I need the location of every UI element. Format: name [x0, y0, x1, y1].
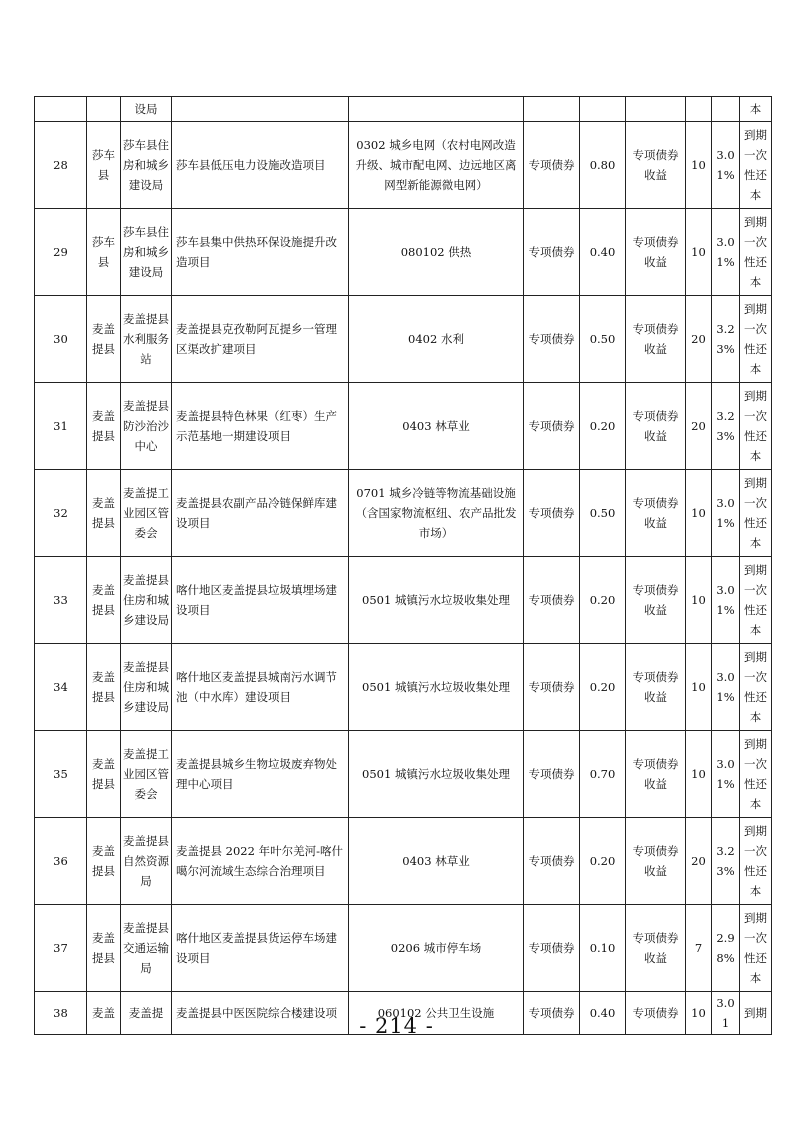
cell-rate: 3.01%	[712, 731, 740, 818]
cell-bond-type: 专项债券	[524, 644, 580, 731]
cell-category: 0206 城市停车场	[349, 905, 524, 992]
cell-repay-source: 专项债券收益	[626, 731, 686, 818]
cell-rate: 3.23%	[712, 383, 740, 470]
cell-no: 30	[35, 296, 87, 383]
table-row	[35, 209, 772, 296]
cell-rate: 3.23%	[712, 818, 740, 905]
cell-repay-method: 到期一次性还本	[740, 296, 772, 383]
cell-region: 麦盖提县	[87, 296, 121, 383]
cell-bond-type: 专项债券	[524, 905, 580, 992]
table-row	[35, 383, 772, 470]
cell-no: 32	[35, 470, 87, 557]
cell-years: 10	[686, 122, 712, 209]
cell-no: 38	[35, 992, 87, 1035]
cell-region	[87, 97, 121, 122]
cell-category: 0501 城镇污水垃圾收集处理	[349, 644, 524, 731]
table-row	[35, 905, 772, 992]
cell-amount: 0.10	[580, 905, 626, 992]
cell-category: 0701 城乡冷链等物流基础设施（含国家物流枢纽、农产品批发市场）	[349, 470, 524, 557]
cell-bond-type: 专项债券	[524, 992, 580, 1035]
cell-repay-method: 到期一次性还本	[740, 731, 772, 818]
cell-bond-type: 专项债券	[524, 731, 580, 818]
cell-unit: 麦盖提工业园区管委会	[121, 731, 172, 818]
cell-years: 10	[686, 731, 712, 818]
cell-rate: 3.01%	[712, 122, 740, 209]
cell-no: 28	[35, 122, 87, 209]
table-row	[35, 644, 772, 731]
cell-project: 喀什地区麦盖提县货运停车场建设项目	[172, 905, 349, 992]
cell-project: 麦盖提县 2022 年叶尔羌河-喀什噶尔河流域生态综合治理项目	[172, 818, 349, 905]
cell-amount: 0.20	[580, 644, 626, 731]
cell-unit: 麦盖提县住房和城乡建设局	[121, 644, 172, 731]
cell-years: 20	[686, 818, 712, 905]
cell-unit: 麦盖提县防沙治沙中心	[121, 383, 172, 470]
cell-project: 喀什地区麦盖提县城南污水调节池（中水库）建设项目	[172, 644, 349, 731]
cell-rate: 3.23%	[712, 296, 740, 383]
cell-category: 0501 城镇污水垃圾收集处理	[349, 557, 524, 644]
cell-category: 0501 城镇污水垃圾收集处理	[349, 731, 524, 818]
cell-years: 10	[686, 992, 712, 1035]
cell-category: 0403 林草业	[349, 818, 524, 905]
cell-region: 麦盖提县	[87, 470, 121, 557]
cell-amount: 0.20	[580, 557, 626, 644]
cell-rate	[712, 97, 740, 122]
cell-no: 37	[35, 905, 87, 992]
cell-repay-method: 到期一次性还本	[740, 644, 772, 731]
cell-project: 麦盖提县农副产品冷链保鲜库建设项目	[172, 470, 349, 557]
cell-bond-type: 专项债券	[524, 818, 580, 905]
cell-bond-type: 专项债券	[524, 383, 580, 470]
cell-category: 0302 城乡电网（农村电网改造升级、城市配电网、边远地区离网型新能源微电网）	[349, 122, 524, 209]
cell-years	[686, 97, 712, 122]
cell-region: 麦盖提县	[87, 383, 121, 470]
cell-region: 麦盖提县	[87, 731, 121, 818]
cell-amount: 0.20	[580, 818, 626, 905]
cell-no	[35, 97, 87, 122]
cell-amount: 0.50	[580, 296, 626, 383]
cell-repay-method: 到期一次性还本	[740, 557, 772, 644]
cell-repay-source: 专项债券收益	[626, 122, 686, 209]
cell-years: 10	[686, 470, 712, 557]
cell-repay-method: 到期一次性还本	[740, 122, 772, 209]
cell-unit: 麦盖提县交通运输局	[121, 905, 172, 992]
cell-project: 莎车县低压电力设施改造项目	[172, 122, 349, 209]
cell-category: 0403 林草业	[349, 383, 524, 470]
cell-rate: 3.01%	[712, 209, 740, 296]
cell-project: 麦盖提县克孜勒阿瓦提乡一管理区渠改扩建项目	[172, 296, 349, 383]
cell-amount	[580, 97, 626, 122]
cell-repay-source: 专项债券	[626, 992, 686, 1035]
cell-repay-method: 到期一次性还本	[740, 383, 772, 470]
cell-amount: 0.50	[580, 470, 626, 557]
cell-years: 20	[686, 383, 712, 470]
cell-years: 10	[686, 644, 712, 731]
cell-unit: 设局	[121, 97, 172, 122]
cell-category: 080102 供热	[349, 209, 524, 296]
cell-no: 29	[35, 209, 87, 296]
cell-amount: 0.80	[580, 122, 626, 209]
cell-rate: 3.01%	[712, 470, 740, 557]
table-row	[35, 557, 772, 644]
cell-region: 麦盖提县	[87, 818, 121, 905]
cell-rate: 2.98%	[712, 905, 740, 992]
cell-repay-source: 专项债券收益	[626, 383, 686, 470]
cell-category	[349, 97, 524, 122]
cell-years: 10	[686, 557, 712, 644]
cell-region: 麦盖提县	[87, 644, 121, 731]
cell-unit: 莎车县住房和城乡建设局	[121, 209, 172, 296]
table-row	[35, 122, 772, 209]
cell-repay-method: 本	[740, 97, 772, 122]
cell-region: 莎车县	[87, 209, 121, 296]
table-row	[35, 731, 772, 818]
cell-unit: 麦盖提工业园区管委会	[121, 470, 172, 557]
bond-project-table	[34, 96, 772, 1035]
cell-no: 33	[35, 557, 87, 644]
cell-repay-source: 专项债券收益	[626, 818, 686, 905]
cell-repay-source: 专项债券收益	[626, 209, 686, 296]
cell-bond-type: 专项债券	[524, 557, 580, 644]
cell-category: 060102 公共卫生设施	[349, 992, 524, 1035]
cell-project: 莎车县集中供热环保设施提升改造项目	[172, 209, 349, 296]
cell-unit: 麦盖提县住房和城乡建设局	[121, 557, 172, 644]
table-row	[35, 470, 772, 557]
cell-no: 34	[35, 644, 87, 731]
cell-unit: 麦盖提县水利服务站	[121, 296, 172, 383]
cell-repay-method: 到期一次性还本	[740, 818, 772, 905]
page-number: - 214 -	[359, 1014, 434, 1038]
cell-category: 0402 水利	[349, 296, 524, 383]
cell-years: 10	[686, 209, 712, 296]
cell-unit: 莎车县住房和城乡建设局	[121, 122, 172, 209]
cell-amount: 0.70	[580, 731, 626, 818]
cell-repay-source: 专项债券收益	[626, 470, 686, 557]
cell-repay-source: 专项债券收益	[626, 644, 686, 731]
cell-years: 7	[686, 905, 712, 992]
cell-bond-type	[524, 97, 580, 122]
cell-unit: 麦盖提县自然资源局	[121, 818, 172, 905]
cell-rate: 3.01	[712, 992, 740, 1035]
cell-repay-method: 到期一次性还本	[740, 470, 772, 557]
cell-project: 喀什地区麦盖提县垃圾填埋场建设项目	[172, 557, 349, 644]
cell-no: 36	[35, 818, 87, 905]
cell-bond-type: 专项债券	[524, 470, 580, 557]
cell-bond-type: 专项债券	[524, 296, 580, 383]
cell-bond-type: 专项债券	[524, 209, 580, 296]
cell-repay-source	[626, 97, 686, 122]
cell-region: 麦盖提县	[87, 557, 121, 644]
cell-project: 麦盖提县城乡生物垃圾废弃物处理中心项目	[172, 731, 349, 818]
cell-region: 麦盖提县	[87, 905, 121, 992]
cell-repay-method: 到期	[740, 992, 772, 1035]
cell-repay-source: 专项债券收益	[626, 557, 686, 644]
cell-region: 麦盖	[87, 992, 121, 1035]
cell-repay-method: 到期一次性还本	[740, 905, 772, 992]
cell-rate: 3.01%	[712, 644, 740, 731]
cell-bond-type: 专项债券	[524, 122, 580, 209]
table-row	[35, 296, 772, 383]
cell-region: 莎车县	[87, 122, 121, 209]
cell-project	[172, 97, 349, 122]
cell-no: 35	[35, 731, 87, 818]
cell-no: 31	[35, 383, 87, 470]
table-row-continued	[35, 97, 772, 122]
cell-repay-source: 专项债券收益	[626, 296, 686, 383]
table-row	[35, 818, 772, 905]
table-body	[35, 97, 772, 1035]
cell-rate: 3.01%	[712, 557, 740, 644]
cell-project: 麦盖提县中医医院综合楼建设项	[172, 992, 349, 1035]
cell-unit: 麦盖提	[121, 992, 172, 1035]
cell-repay-method: 到期一次性还本	[740, 209, 772, 296]
cell-amount: 0.40	[580, 209, 626, 296]
cell-amount: 0.20	[580, 383, 626, 470]
cell-years: 20	[686, 296, 712, 383]
cell-amount: 0.40	[580, 992, 626, 1035]
cell-project: 麦盖提县特色林果（红枣）生产示范基地一期建设项目	[172, 383, 349, 470]
cell-repay-source: 专项债券收益	[626, 905, 686, 992]
